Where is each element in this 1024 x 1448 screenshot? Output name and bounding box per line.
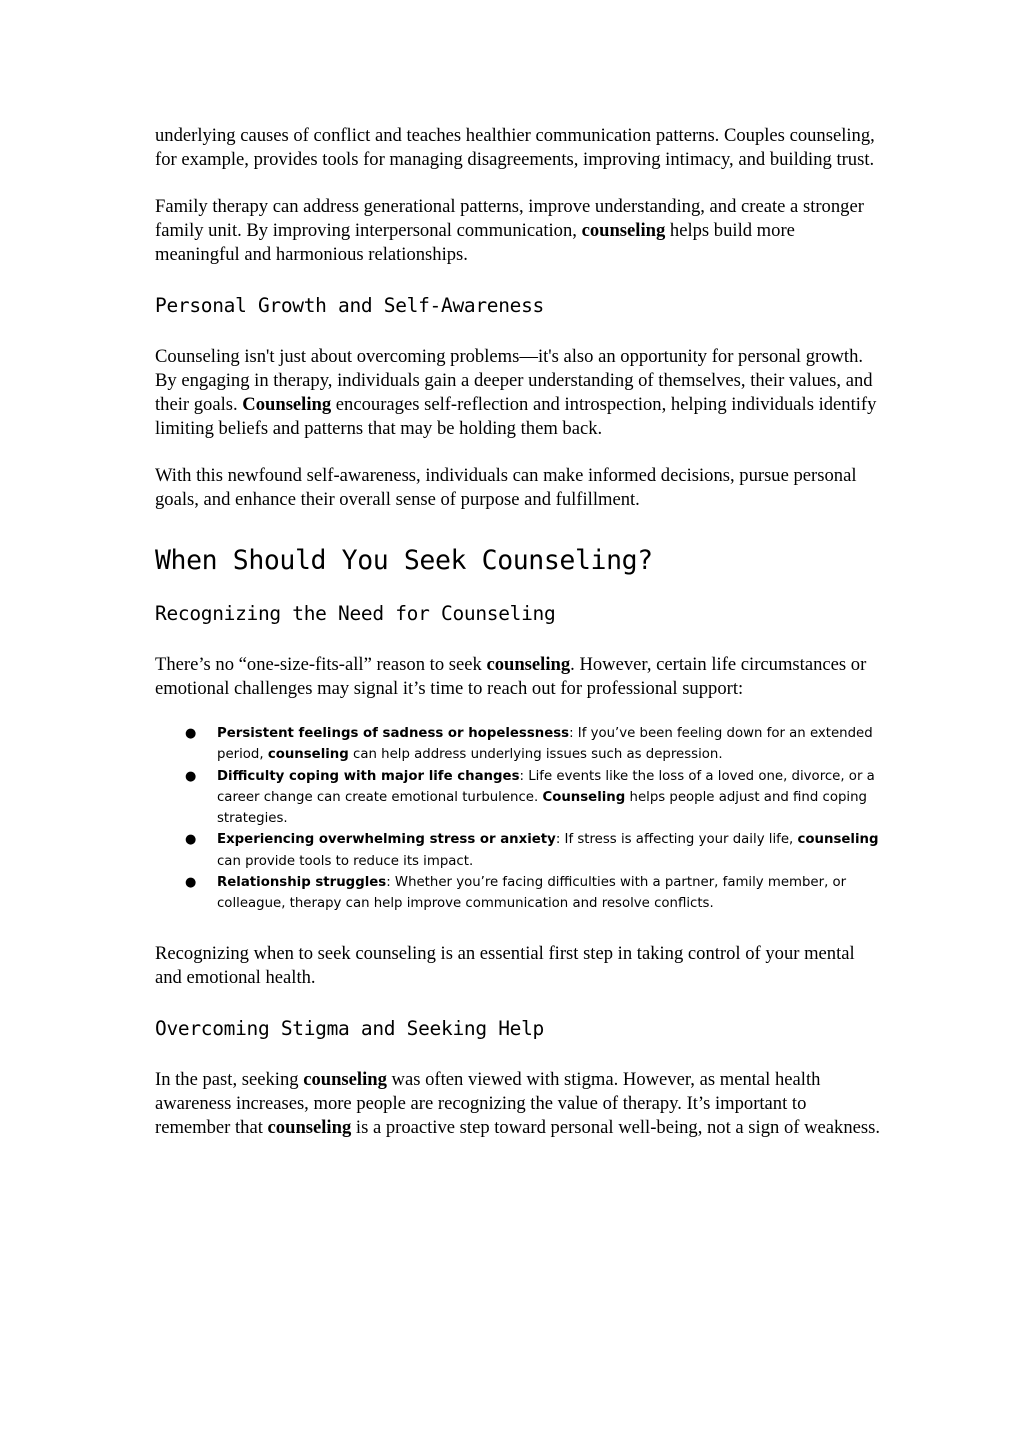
- bold-term: Relationship struggles: [217, 875, 387, 891]
- stigma-paragraph-1: In the past, seeking counseling was often viewed with stigma. However, as mental health awareness increases, more people are recognizing the value of therapy. It’s important to remember that counseling is a proactive step toward personal well-being, not a sign of weakness.: [155, 1068, 880, 1138]
- reasons-list: [155, 723, 880, 915]
- list-item: [155, 766, 880, 830]
- bold-term: counseling: [581, 220, 666, 241]
- growth-paragraph-2: With this newfound self-awareness, individuals can make informed decisions, pursue personal goals, and enhance their overall sense of purpose and fulfillment.: [155, 465, 857, 510]
- intro-paragraph-2: Family therapy can address generational patterns, improve understanding, and create a stronger family unit. By improving interpersonal communication, counseling helps build more meaningful and harmonious relationships.: [155, 196, 864, 265]
- bold-term: Difficulty coping with major life changes: [217, 768, 520, 784]
- bullet-icon: ●: [185, 726, 197, 741]
- list-item: [155, 723, 880, 766]
- list-item: [155, 872, 880, 915]
- bold-term: counseling: [797, 832, 879, 848]
- bullet-icon: ●: [185, 832, 197, 848]
- growth-paragraph-1: Counseling isn't just about overcoming problems—it's also an opportunity for personal growth. By engaging in therapy, individuals gain a deeper understanding of themselves, their values, and their goals. Counseling encourages self-reflection and introspection, helping individuals identify limiting beliefs and patterns that may be holding them back.: [155, 346, 877, 439]
- bold-term: Counseling: [242, 394, 332, 415]
- list-item-text: Persistent feelings of sadness or hopelessness: If you’ve been feeling down for an extended period, counseling can help address underlying issues such as depression.: [217, 726, 873, 763]
- list-item-text: Relationship struggles: Whether you’re facing difficulties with a partner, family member, or colleague, therapy can help improve communication and resolve conflicts.: [217, 875, 847, 912]
- recognizing-paragraph-1: There’s no “one-size-fits-all” reason to seek counseling. However, certain life circumstances or emotional challenges may signal it’s time to reach out for professional support:: [155, 654, 867, 699]
- bullet-icon: ●: [185, 768, 197, 784]
- heading-personal-growth: Personal Growth and Self-Awareness: [155, 294, 544, 317]
- list-item: [155, 829, 880, 872]
- heading-recognizing-need: Recognizing the Need for Counseling: [155, 602, 556, 625]
- list-item-text: Difficulty coping with major life changes: Life events like the loss of a loved one, divorce, or a career change can create emotional turbulence. Counseling helps people adjust and find coping strategies.: [217, 768, 875, 827]
- list-item-text: Experiencing overwhelming stress or anxiety: If stress is affecting your daily life, counseling can provide tools to reduce its impact.: [217, 832, 879, 869]
- bold-term: Experiencing overwhelming stress or anxiety: [217, 832, 556, 848]
- bold-term: Persistent feelings of sadness or hopelessness: [217, 726, 570, 741]
- bullet-icon: ●: [185, 875, 197, 891]
- bold-term: Counseling: [542, 789, 626, 805]
- heading-when-seek-counseling: When Should You Seek Counseling?: [155, 545, 653, 576]
- document-page: [155, 124, 880, 1140]
- bold-term: counseling: [267, 747, 349, 763]
- bold-term: counseling: [486, 654, 571, 675]
- bold-term: counseling: [303, 1068, 387, 1090]
- intro-paragraph-1: underlying causes of conflict and teaches healthier communication patterns. Couples counseling, for example, provides tools for managing disagreements, improving intimacy, and building trust.: [155, 125, 875, 170]
- recognizing-paragraph-2: Recognizing when to seek counseling is an essential first step in taking control of your mental and emotional health.: [155, 942, 855, 988]
- bold-term: counseling: [267, 1116, 352, 1138]
- heading-overcoming-stigma: Overcoming Stigma and Seeking Help: [155, 1016, 544, 1040]
